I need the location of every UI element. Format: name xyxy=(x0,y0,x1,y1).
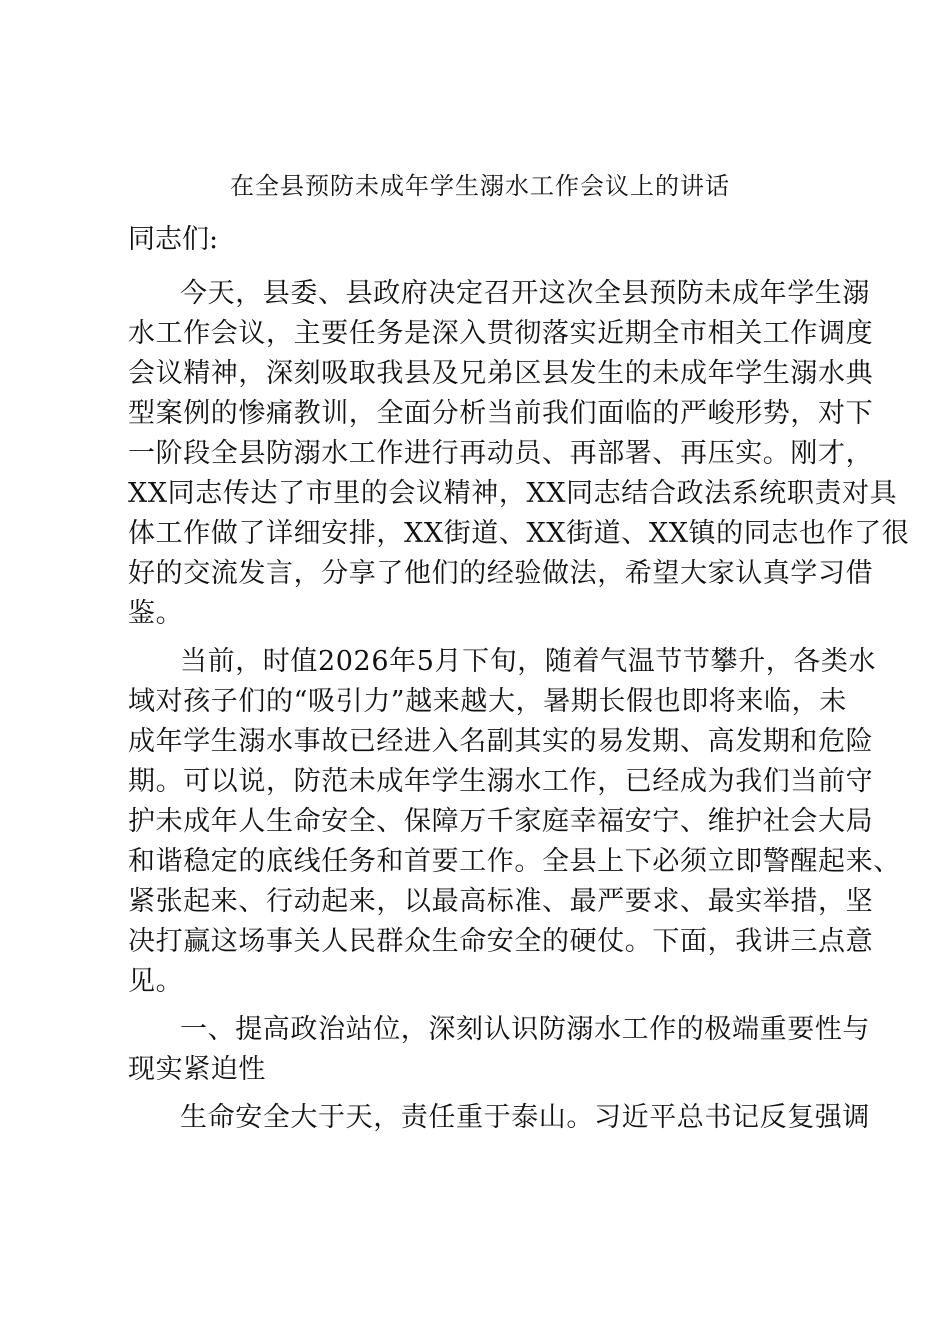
paragraph-2-line-2: 域对孩子们的“吸引力”越来越大，暑期长假也即将来临，未 xyxy=(128,686,847,717)
paragraph-1-line-9: 鉴。 xyxy=(128,598,184,629)
paragraph-2-line-5: 护未成年人生命安全、保障万千家庭幸福安宁、维护社会大局 xyxy=(128,806,874,837)
section-heading-1-line-2: 现实紧迫性 xyxy=(128,1054,266,1085)
paragraph-2-line-7: 紧张起来、行动起来，以最高标准、最严要求、最实举措，坚 xyxy=(128,886,874,917)
paragraph-2-line-4: 期。可以说，防范未成年学生溺水工作，已经成为我们当前守 xyxy=(128,766,874,797)
salutation: 同志们: xyxy=(128,224,219,255)
section-heading-1-line-1: 一、提高政治站位，深刻认识防溺水工作的极端重要性与 xyxy=(180,1014,870,1045)
paragraph-1-line-6: XX同志传达了市里的会议精神，XX同志结合政法系统职责对具 xyxy=(128,478,898,509)
paragraph-1-line-1: 今天，县委、县政府决定召开这次全县预防未成年学生溺 xyxy=(180,278,870,309)
paragraph-3-line-1: 生命安全大于天，责任重于泰山。习近平总书记反复强调 xyxy=(180,1102,870,1133)
document-title: 在全县预防未成年学生溺水工作会议上的讲话 xyxy=(230,172,730,200)
paragraph-1-line-4: 型案例的惨痛教训，全面分析当前我们面临的严峻形势，对下 xyxy=(128,398,874,429)
paragraph-1-line-2: 水工作会议，主要任务是深入贯彻落实近期全市相关工作调度 xyxy=(128,318,874,349)
paragraph-1-line-5: 一阶段全县防溺水工作进行再动员、再部署、再压实。刚才， xyxy=(128,438,874,469)
paragraph-2-line-3: 成年学生溺水事故已经进入名副其实的易发期、高发期和危险 xyxy=(128,726,874,757)
paragraph-2-line-1: 当前，时值2026年5月下旬，随着气温节节攀升，各类水 xyxy=(180,646,877,677)
paragraph-2-line-8: 决打赢这场事关人民群众生命安全的硬仗。下面，我讲三点意 xyxy=(128,926,874,957)
paragraph-1-line-7: 体工作做了详细安排，XX街道、XX街道、XX镇的同志也作了很 xyxy=(128,518,910,549)
paragraph-2-line-6: 和谐稳定的底线任务和首要工作。全县上下必须立即警醒起来、 xyxy=(128,846,901,877)
paragraph-1-line-8: 好的交流发言，分享了他们的经验做法，希望大家认真学习借 xyxy=(128,558,874,589)
paragraph-2-line-9: 见。 xyxy=(128,966,184,997)
paragraph-1-line-3: 会议精神，深刻吸取我县及兄弟区县发生的未成年学生溺水典 xyxy=(128,358,874,389)
